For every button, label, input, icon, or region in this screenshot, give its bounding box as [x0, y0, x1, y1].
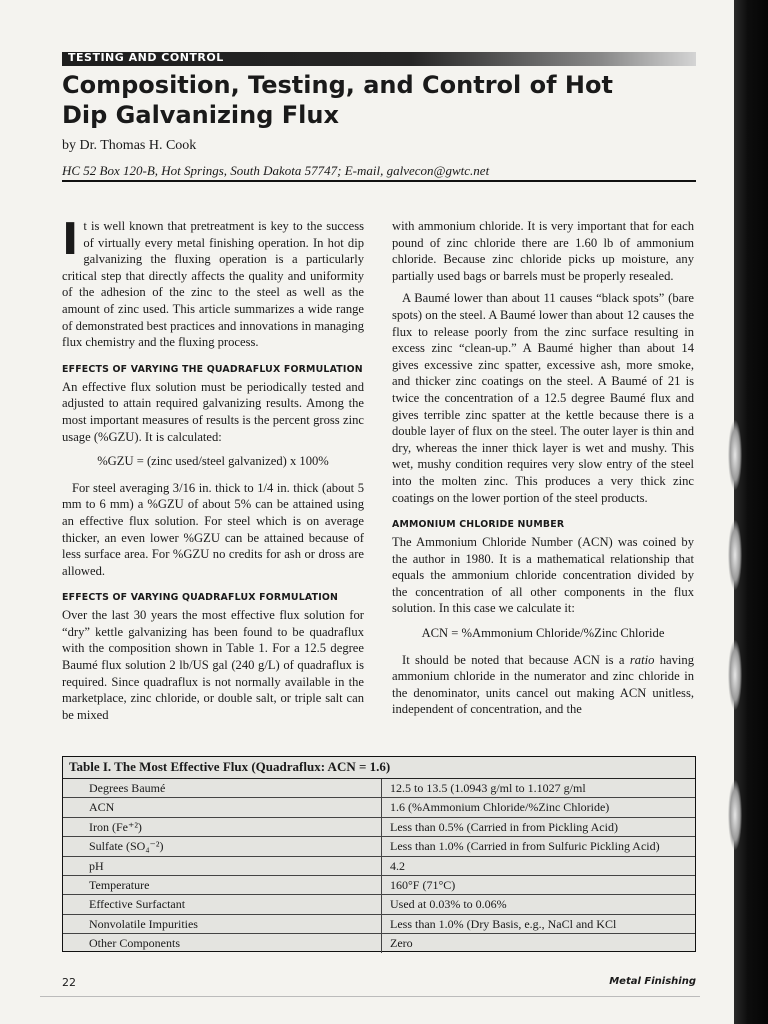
table-cell-value: Used at 0.03% to 0.06% [381, 895, 695, 913]
section-banner [62, 52, 696, 66]
table-cell-property: Sulfate (SO₄⁻²) [89, 839, 164, 854]
scanned-page-edge [734, 0, 768, 1024]
paragraph: For steel averaging 3/16 in. thick to 1/4 in. thick (about 5 mm to 6 mm) a %GZU of about 5% can be attained using an effective flux solution. For steel which is on average thicker, an even lower %GZU can be attained because of less surface area. For %GZU no credits for ash or dross are allowed. [62, 480, 364, 578]
table-cell-value: 160°F (71°C) [381, 876, 695, 894]
section-heading-3: AMMONIUM CHLORIDE NUMBER [392, 519, 565, 531]
flux-table [62, 756, 696, 952]
page-number: 22 [62, 976, 76, 989]
intro-text: t is well known that pretreatment is key to the success of virtually every metal finishing operation. In hot dip galvanizing the fluxing operation is a particularly critical step that directly affects the quality and uniformity of the adhesion of the zinc to the steel as well as the amount of zinc used. This article summarizes a wide range of demonstrated best practices and innovations in managing flux chemistry and the fluxing process. [62, 219, 364, 350]
paragraph: Over the last 30 years the most effective flux solution for “dry” kettle galvanizing has been found to be quadraflux with the composition shown in Table 1. For a 12.5 degree Baumé flux solution 2 lb/US gal (240 g/L) of quadraflux is required. Since quadraflux is not normally available in the marketplace, zinc chloride, or double salt, or triple salt can be mixed [62, 608, 364, 722]
table-row [63, 857, 695, 876]
paragraph: The Ammonium Chloride Number (ACN) was coined by the author in 1980. It is a mathematical relationship that equals the ammonium chloride concentration divided by the concentration of all other components in the flux solution. In this case we calculate it: [392, 535, 694, 616]
drop-cap: I [62, 214, 79, 265]
section-heading-2: EFFECTS OF VARYING QUADRAFLUX FORMULATION [62, 592, 339, 604]
paragraph [392, 652, 694, 718]
title-line-1: Composition, Testing, and Control of Hot [62, 71, 613, 99]
article-title [62, 70, 702, 130]
table-row [63, 837, 695, 856]
table-row [63, 876, 695, 895]
footer-rule [40, 996, 700, 997]
section-heading-1: EFFECTS OF VARYING THE QUADRAFLUX FORMULATION [62, 363, 363, 375]
table-cell-value: 1.6 (%Ammonium Chloride/%Zinc Chloride) [381, 798, 695, 816]
text-run: It should be noted that because ACN is a [402, 652, 630, 667]
author-address: HC 52 Box 120-B, Hot Springs, South Dakota 57747; E-mail, galvecon@gwtc.net [62, 163, 490, 178]
table-row [63, 934, 695, 952]
table-body [63, 779, 695, 953]
title-line-2: Dip Galvanizing Flux [62, 101, 339, 129]
author-byline: by Dr. Thomas H. Cook [62, 138, 197, 153]
equation-gzu: %GZU = (zinc used/steel galvanized) x 100% [97, 454, 329, 469]
paragraph: A Baumé lower than about 11 causes “black spots” (bare spots) on the steel. A Baumé lower than about 12 causes the flux to release poorly from the zinc surface resulting in excess zinc “clean-up.” A Baumé higher than about 14 gives excessive zinc spatter, excessive ash, more smoke, and thicker zinc coatings on the steel. A Baumé of 21 is twice the concentration of a 12.5 degree Baumé flux and gives terrible zinc spatter at the kettle because there is a double layer of flux on the steel. The outer layer is thin and dry, whereas the inner thick layer is wet and mushy. This wet, mushy condition requires very slow entry of the steel into the molten zinc. This produces a very thick zinc coatings on the lower portion of the steel products. [392, 291, 694, 505]
paragraph: with ammonium chloride. It is very important that for each pound of zinc chloride there are 1.60 lb of ammonium chloride. Because zinc chloride picks up moisture, any partially used bags or barrels must be properly resealed. [392, 219, 694, 283]
header-rule [62, 180, 696, 182]
paragraph: An effective flux solution must be periodically tested and adjusted to attain required galvanizing results. Among the most important measures of results is the percent gross zinc usage (%GZU). It is calculated: [62, 379, 364, 444]
intro-paragraph [62, 214, 364, 351]
table-cell-value: 4.2 [381, 857, 695, 875]
table-row [63, 779, 695, 798]
table-cell-property: ACN [89, 800, 115, 815]
table-cell-property: Degrees Baumé [89, 781, 166, 795]
table-title: Table I. The Most Effective Flux (Quadraflux: ACN = 1.6) [63, 757, 695, 779]
table-cell-property: pH [89, 858, 104, 873]
table-cell-property: Temperature [89, 877, 150, 892]
text-run: having ammonium chloride in the numerator and zinc chloride in the denominator, units cancel out making ACN unitless, independent of concentration, and the [392, 652, 694, 717]
table-row [63, 818, 695, 837]
table-cell-property: Nonvolatile Impurities [89, 916, 198, 931]
table-cell-property: Other Components [89, 936, 180, 951]
equation-acn: ACN = %Ammonium Chloride/%Zinc Chloride [421, 626, 665, 641]
table-cell-value: Less than 1.0% (Carried in from Sulfuric Pickling Acid) [381, 837, 695, 855]
table-row [63, 895, 695, 914]
section-label: TESTING AND CONTROL [68, 51, 224, 64]
publication-name: Metal Finishing [609, 976, 696, 987]
table-cell-value: 12.5 to 13.5 (1.0943 g/ml to 1.1027 g/ml [381, 779, 695, 797]
table-cell-property: Effective Surfactant [89, 897, 186, 912]
left-column [62, 214, 364, 729]
table-row [63, 798, 695, 817]
table-cell-value: Less than 1.0% (Dry Basis, e.g., NaCl and KCl [381, 915, 695, 933]
table-cell-property: Iron (Fe⁺²) [89, 819, 142, 834]
emphasis: ratio [629, 652, 655, 667]
table-row [63, 915, 695, 934]
table-cell-value: Zero [381, 934, 695, 952]
table-cell-value: Less than 0.5% (Carried in from Pickling Acid) [381, 818, 695, 836]
right-column [392, 218, 694, 724]
